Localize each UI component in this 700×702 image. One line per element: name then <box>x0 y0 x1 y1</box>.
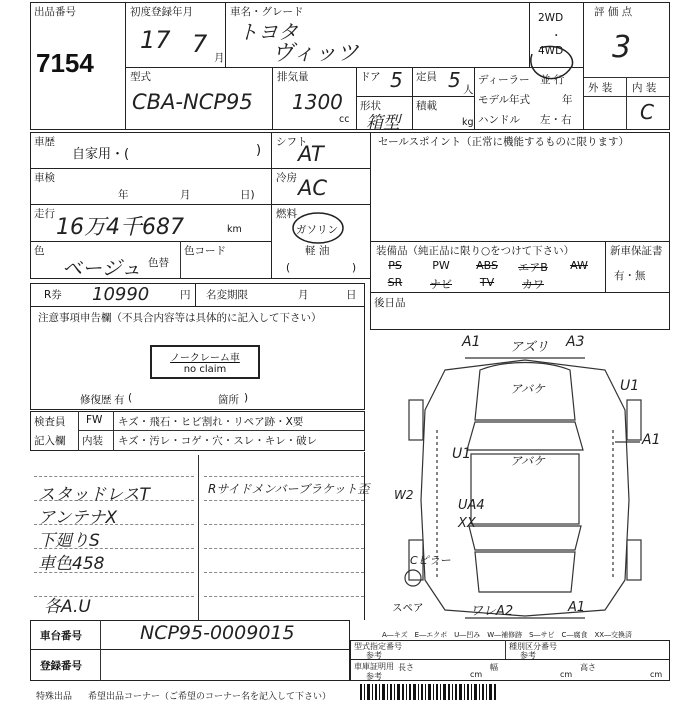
score: 3 <box>612 30 632 65</box>
chassis-number: NCP95-0009015 <box>140 622 295 644</box>
checker-label: 検査員 <box>34 416 66 428</box>
shift: AT <box>298 142 324 166</box>
category-ref: 参考 <box>520 651 536 660</box>
dealer-value: 並 行 <box>540 74 565 86</box>
diagram-mark-1: A1 <box>462 334 481 350</box>
inspection-cell <box>30 168 272 205</box>
warranty-label: 新車保証書 <box>610 245 663 257</box>
color: ベージュ <box>62 256 142 280</box>
mileage-label: 走行 <box>34 208 55 220</box>
inspection-label: 車検 <box>34 172 55 184</box>
fuel-gasoline-circle <box>290 206 350 246</box>
name-change-label: 名変期限 <box>206 289 248 301</box>
cc-unit: cc <box>339 114 350 125</box>
handle-options: 左・右 <box>540 114 572 126</box>
repair-paren-close: ) <box>244 392 249 404</box>
month-unit: 月 <box>214 52 225 64</box>
garage-cert-ref: 参考 <box>366 672 382 681</box>
equip-ps: PS <box>388 259 402 272</box>
later-items-label: 後日品 <box>374 297 406 309</box>
first-registration-label: 初度登録年月 <box>130 6 193 18</box>
warranty-options: 有・無 <box>614 270 646 282</box>
interior-label: 内 装 <box>632 82 657 94</box>
diagram-mark-9: W2 <box>394 488 414 502</box>
equip-abs: ABS <box>476 259 498 272</box>
height-cm: cm <box>650 670 663 679</box>
inspection-day: 日) <box>240 189 255 201</box>
dealer-label: ディーラー <box>478 74 530 86</box>
length-cm: cm <box>470 670 483 679</box>
history-cell <box>30 132 272 169</box>
repair-paren-open: ( <box>128 392 133 404</box>
equipment-label: 装備品（純正品に限り○をつけて下さい） <box>376 245 575 257</box>
first-registration-month: 7 <box>192 30 208 58</box>
inspection-month: 月 <box>180 189 191 201</box>
inspection-year: 年 <box>118 189 129 201</box>
ac: AC <box>298 176 328 200</box>
car-name: トヨタ <box>238 20 298 44</box>
capacity-label: 定員 <box>416 71 437 83</box>
fw-items: キズ・飛石・ヒビ割れ・リペア跡・X要 <box>118 416 304 428</box>
designation-ref: 参考 <box>366 651 382 660</box>
diagram-mark-6: A1 <box>642 432 661 448</box>
remark-5: 各A.U <box>44 597 91 617</box>
displacement-label: 排気量 <box>277 71 309 83</box>
mileage: 16万4千687 <box>56 215 184 240</box>
sales-point-label: セールスポイント（正常に機能するものに限ります） <box>378 136 630 148</box>
hope-corner-label: 希望出品コーナー（ご希望のコーナー名を記入して下さい） <box>88 692 332 702</box>
car-damage-diagram <box>385 330 670 620</box>
load-label: 積載 <box>416 100 437 112</box>
interior-inspect-label: 内装 <box>82 435 103 447</box>
length-label: 長さ <box>398 663 414 672</box>
model-year-label: モデル年式 <box>478 94 530 106</box>
diagram-mark-2: アズリ <box>510 340 549 355</box>
diagram-mark-7: U1 <box>452 446 472 462</box>
name-change-day: 日 <box>346 289 357 301</box>
handle-label: ハンドル <box>478 114 520 126</box>
history-close: ) <box>256 143 262 158</box>
history-label: 車歴 <box>34 136 55 148</box>
diagram-mark-15: A1 <box>568 600 586 615</box>
yen-unit: 円 <box>180 289 191 301</box>
remark-2: アンテナX <box>38 508 117 528</box>
no-claim-jp: ノークレーム車 <box>170 353 240 364</box>
category-label: 種別区分番号 <box>509 642 557 651</box>
interior-items: キズ・汚レ・コゲ・穴・スレ・キレ・破レ <box>118 435 318 447</box>
history-value: 自家用・( <box>72 147 130 162</box>
diagram-mark-3: A3 <box>566 334 585 350</box>
diagram-spare: スペア <box>392 602 424 614</box>
color-code-label: 色コード <box>184 245 226 257</box>
car-name-label: 車名・グレード <box>230 6 304 18</box>
equip-leather: カワ <box>522 278 544 291</box>
shift-label: シフト <box>276 136 308 148</box>
diagram-mark-8: アバケ <box>510 454 546 468</box>
equip-tv: TV <box>479 276 495 289</box>
kg-unit: kg <box>462 117 474 128</box>
remark-3: 下廻りS <box>38 531 100 551</box>
special-listing-label: 特殊出品 <box>36 692 73 702</box>
lot-number-label: 出品番号 <box>34 6 76 18</box>
fuel-gasoline: ガソリン <box>296 224 338 236</box>
ac-label: 冷房 <box>276 172 297 184</box>
km-unit: km <box>227 224 242 235</box>
model-year-unit: 年 <box>562 94 573 106</box>
drive-2wd: 2WD <box>538 12 564 24</box>
remark-4: 車色458 <box>38 554 105 574</box>
diagram-mark-4: アバケ <box>510 382 546 396</box>
registration-label: 登録番号 <box>40 660 82 672</box>
height-label: 高さ <box>580 663 596 672</box>
fuel-label: 燃料 <box>276 208 297 220</box>
designation-label: 型式指定番号 <box>354 642 402 651</box>
writer-label: 記入欄 <box>34 435 66 447</box>
fuel-paren-close: ) <box>352 262 357 274</box>
diagram-mark-11: XX <box>458 516 476 531</box>
notes-label: 注意事項申告欄（不具合内容等は具体的に記入して下さい） <box>38 312 322 324</box>
color-change-label: 色替 <box>148 257 169 269</box>
diagram-mark-5: U1 <box>620 378 640 394</box>
recycle-value: 10990 <box>92 284 150 305</box>
no-claim-en: no claim <box>183 364 227 375</box>
equip-aw: AW <box>570 259 588 272</box>
repair-location: 箇所 <box>218 394 239 406</box>
equip-navi: ナビ <box>430 278 452 291</box>
color-label: 色 <box>34 245 45 257</box>
exterior-label: 外 装 <box>588 82 613 94</box>
drive-dot: ・ <box>551 30 562 42</box>
shape-label: 形状 <box>360 100 381 112</box>
remark-1: スタッドレスT <box>38 485 150 505</box>
garage-cert-label: 車庫証明用 <box>354 662 394 671</box>
repair-yes: 有 <box>114 394 125 406</box>
capacity-unit: 人 <box>463 84 474 96</box>
remark-right: Rサイドメンバーブラケット歪 <box>208 482 370 496</box>
score-label: 評 価 点 <box>594 6 633 18</box>
fuel-paren-open: ( <box>286 262 291 274</box>
equip-airbag: エアB <box>518 261 548 274</box>
barcode <box>360 684 660 700</box>
name-change-month: 月 <box>298 289 309 301</box>
no-claim-stamp <box>150 345 260 379</box>
damage-legend: A―キズ E―エクボ U―凹み W―補修跡 S―サビ C―腐食 XX―交換済 <box>382 631 633 639</box>
capacity: 5 <box>448 68 461 92</box>
model-label: 型式 <box>130 71 151 83</box>
grade: ヴィッツ <box>272 41 359 66</box>
equip-sr: SR <box>387 276 403 289</box>
diagram-mark-10: UA4 <box>458 498 485 513</box>
repair-label: 修復歴 <box>80 394 112 406</box>
doors: 5 <box>390 68 403 92</box>
doors-label: ドア <box>360 71 381 83</box>
fuel-diesel: 軽 油 <box>305 245 330 257</box>
width-label: 幅 <box>490 663 498 672</box>
recycle-label: R券 <box>44 289 62 301</box>
later-items-cell <box>370 292 670 330</box>
diagram-mark-12: Cピラー <box>410 554 451 567</box>
chassis-label: 車台番号 <box>40 630 82 642</box>
shape: 箱型 <box>366 113 400 133</box>
first-registration-year: 17 <box>140 26 171 54</box>
diagram-mark-14: ワレA2 <box>470 604 514 619</box>
equip-pw: PW <box>432 259 450 272</box>
interior-score: C <box>640 100 654 124</box>
lot-number: 7154 <box>36 48 94 78</box>
drive-4wd: 4WD <box>538 45 564 57</box>
width-cm: cm <box>560 670 573 679</box>
fw-label: FW <box>86 414 103 426</box>
displacement: 1300 <box>292 90 343 114</box>
model: CBA-NCP95 <box>132 90 253 114</box>
